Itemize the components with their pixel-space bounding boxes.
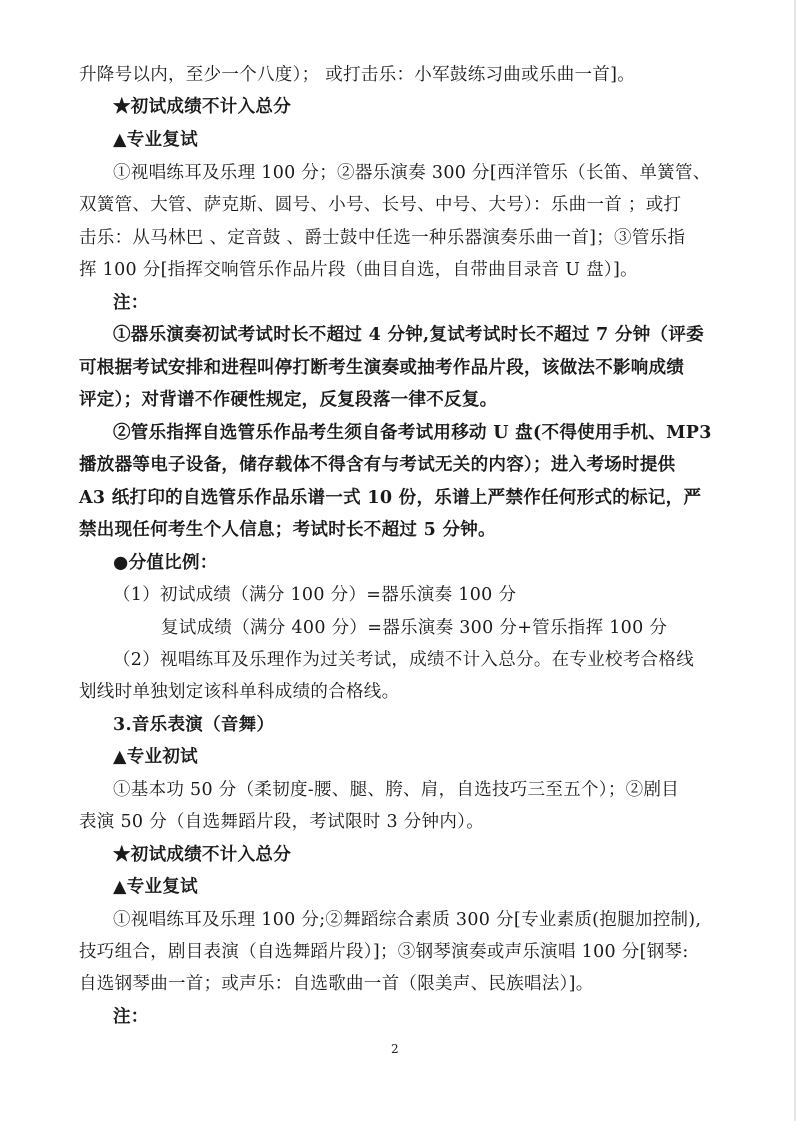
score-ratio-line: （2）视唱练耳及乐理作为过关考试，成绩不计入总分。在专业校考合格线	[113, 650, 695, 670]
note-paragraph-line: A3 纸打印的自选管乐作品乐谱一式 10 份，乐谱上严禁作任何形式的标记，严	[79, 488, 702, 508]
note-heading: 注：	[113, 293, 149, 313]
page-number: 2	[391, 1042, 399, 1056]
note-paragraph-line: 评定）；对背谱不作硬性规定，反复段落一律不反复。	[79, 390, 498, 410]
score-ratio-line: 划线时单独划定该科单科成绩的合格线。	[79, 682, 400, 702]
paragraph-line: ①视唱练耳及乐理 100 分;②舞蹈综合素质 300 分[专业素质(抱腿加控制),	[113, 910, 702, 930]
continued-line: 升降号以内，至少一个八度）； 或打击乐：小军鼓练习曲或乐曲一首]。	[79, 65, 636, 85]
paragraph-line: 技巧组合，剧目表演（自选舞蹈片段）]；③钢琴演奏或声乐演唱 100 分[钢琴:	[79, 942, 689, 962]
note-paragraph-line: ②管乐指挥自选管乐作品考生须自备考试用移动 U 盘(不得使用手机、MP3	[113, 423, 712, 443]
paragraph-line: ①基本功 50 分（柔韧度-腰、腿、胯、肩，自选技巧三至五个）；②剧目	[113, 780, 680, 800]
paragraph-line: 自选钢琴曲一首；或声乐：自选歌曲一首（限美声、民族唱法）]。	[79, 974, 594, 994]
paragraph-line: 双簧管、大管、萨克斯、圆号、小号、长号、中号、大号）：乐曲一首 ；或打	[79, 195, 682, 215]
note-initial-not-counted: ★初试成绩不计入总分	[113, 97, 291, 117]
note-initial-not-counted: ★初试成绩不计入总分	[113, 845, 291, 865]
paragraph-line: 表演 50 分（自选舞蹈片段，考试限时 3 分钟内）。	[79, 812, 485, 832]
score-ratio-line: （1）初试成绩（满分 100 分）=器乐演奏 100 分	[113, 585, 517, 605]
heading-retest: ▲专业复试	[113, 877, 198, 897]
note-paragraph-line: ①器乐演奏初试考试时长不超过 4 分钟,复试考试时长不超过 7 分钟（评委	[113, 325, 704, 345]
score-ratio-heading: ●分值比例：	[113, 553, 218, 573]
heading-initial-test: ▲专业初试	[113, 747, 198, 767]
heading-retest: ▲专业复试	[113, 130, 198, 150]
paragraph-line: 击乐：从马林巴 、定音鼓 、爵士鼓中任选一种乐器演奏乐曲一首]；③管乐指	[79, 228, 686, 248]
note-paragraph-line: 禁出现任何考生个人信息；考试时长不超过 5 分钟。	[79, 520, 496, 540]
note-paragraph-line: 播放器等电子设备，储存载体不得含有与考试无关的内容）；进入考场时提供	[79, 455, 676, 475]
note-heading: 注：	[113, 1007, 149, 1027]
note-paragraph-line: 可根据考试安排和进程叫停打断考生演奏或抽考作品片段，该做法不影响成绩	[79, 358, 685, 378]
score-ratio-line: 复试成绩（满分 400 分）=器乐演奏 300 分+管乐指挥 100 分	[161, 618, 668, 638]
section-heading: 3.音乐表演（音舞）	[113, 715, 275, 735]
paragraph-line: 挥 100 分[指挥交响管乐作品片段（曲目自选，自带曲目录音 U 盘）]。	[79, 260, 638, 280]
paragraph-line: ①视唱练耳及乐理 100 分；②器乐演奏 300 分[西洋管乐（长笛、单簧管、	[113, 163, 711, 183]
